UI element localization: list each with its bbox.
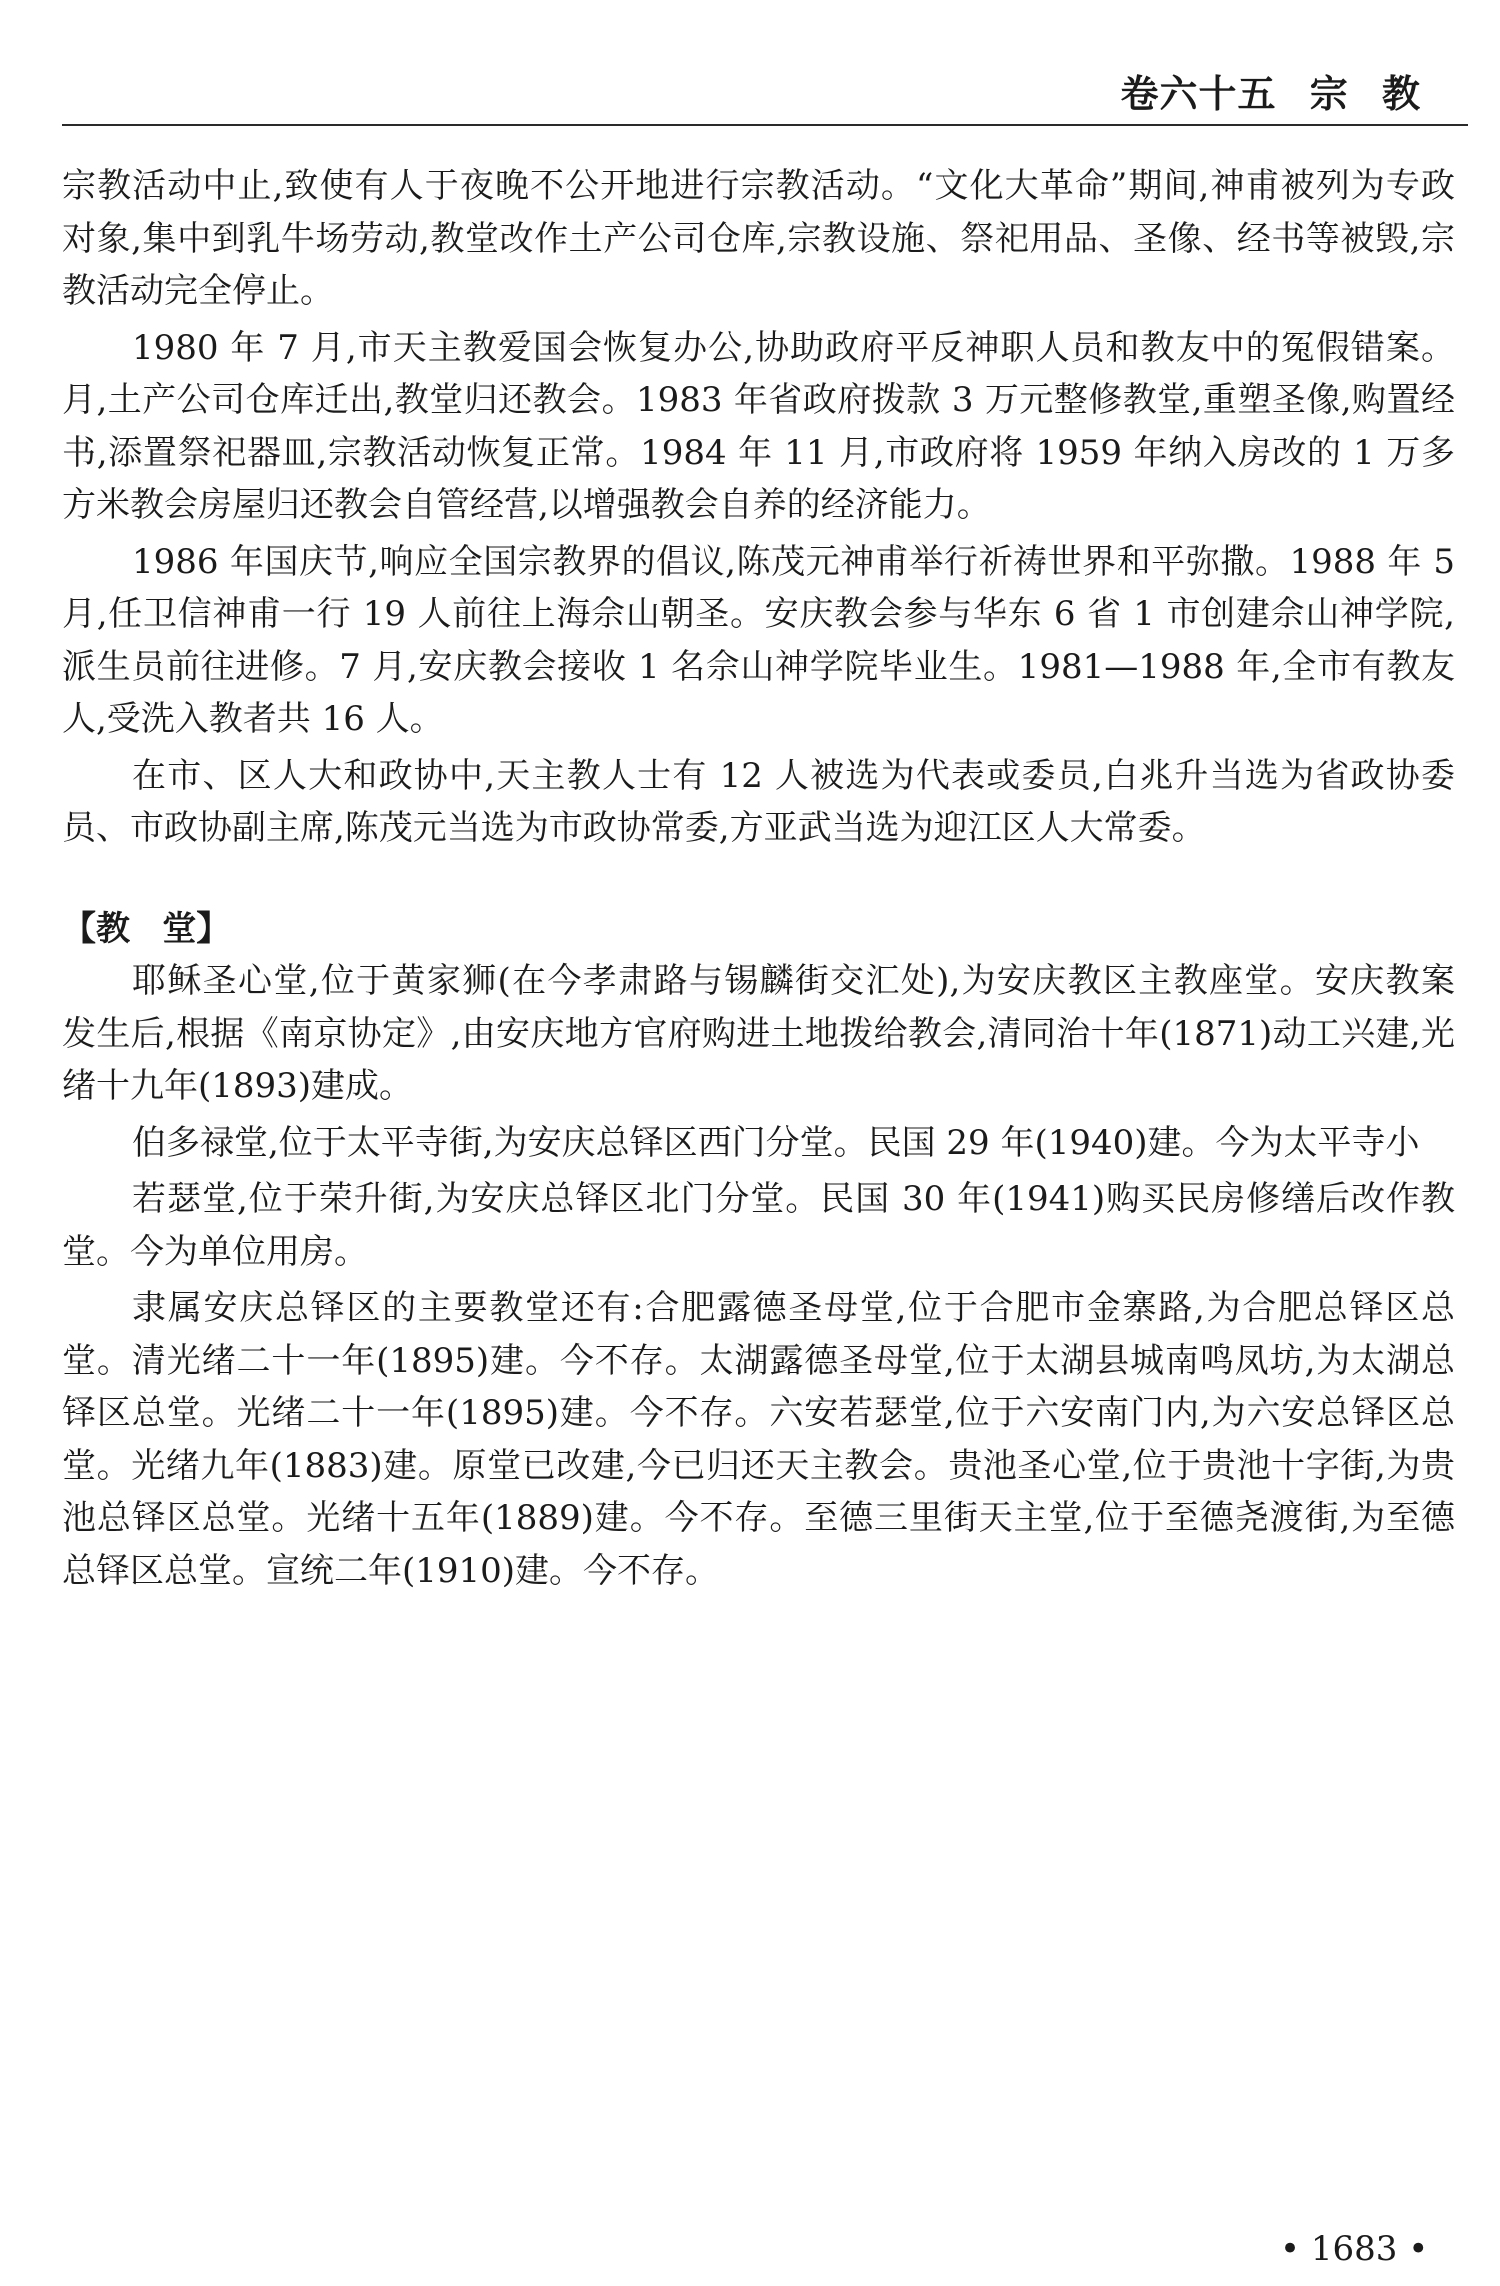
text-line: 隶属安庆总铎区的主要教堂还有:合肥露德圣母堂,位于合肥市金寨路,为合肥总铎区总	[132, 1288, 1455, 1328]
text-line: 对象,集中到乳牛场劳动,教堂改作土产公司仓库,宗教设施、祭祀用品、圣像、经书等被毁,宗	[62, 218, 1455, 259]
text-line: 月,任卫信神甫一行 19 人前往上海佘山朝圣。安庆教会参与华东 6 省 1 市创建佘山神学院,	[62, 594, 1455, 634]
text-line: 员、市政协副主席,陈茂元当选为市政协常委,方亚武当选为迎江区人大常委。	[62, 808, 1206, 848]
paragraph	[62, 750, 1455, 855]
text-line: 发生后,根据《南京协定》,由安庆地方官府购进土地拨给教会,清同治十年(1871)动工兴建,光	[62, 1013, 1455, 1054]
text-line: 伯多禄堂,位于太平寺街,为安庆总铎区西门分堂。民国 29 年(1940)建。今为太平寺小	[132, 1122, 1420, 1163]
text-line: 派生员前往进修。7 月,安庆教会接收 1 名佘山神学院毕业生。1981—1988 年,全市有教友	[62, 646, 1455, 687]
text-line: 总铎区总堂。宣统二年(1910)建。今不存。	[62, 1550, 720, 1591]
paragraph	[62, 160, 1455, 318]
paragraph	[62, 955, 1455, 1113]
page-number: • 1683 •	[1280, 2229, 1429, 2269]
text-line: 堂。清光绪二十一年(1895)建。今不存。太湖露德圣母堂,位于太湖县城南鸣凤坊,为太湖总	[62, 1340, 1455, 1381]
section-heading: 【教 堂】	[62, 908, 231, 949]
text-line: 堂。今为单位用房。	[62, 1231, 368, 1272]
text-line: 铎区总堂。光绪二十一年(1895)建。今不存。六安若瑟堂,位于六安南门内,为六安总铎区总	[62, 1393, 1455, 1433]
paragraph	[62, 1173, 1455, 1278]
paragraph	[62, 1117, 1455, 1170]
running-header: 卷六十五 宗 教	[1120, 71, 1421, 116]
text-line: 堂。光绪九年(1883)建。原堂已改建,今已归还天主教会。贵池圣心堂,位于贵池十字街,为贵	[62, 1445, 1455, 1486]
text-line: 在市、区人大和政协中,天主教人士有 12 人被选为代表或委员,白兆升当选为省政协委	[132, 755, 1455, 796]
text-line: 方米教会房屋归还教会自管经营,以增强教会自养的经济能力。	[62, 485, 991, 525]
text-line: 若瑟堂,位于荣升街,为安庆总铎区北门分堂。民国 30 年(1941)购买民房修缮后改作教	[132, 1179, 1455, 1219]
text-line: 耶稣圣心堂,位于黄家狮(在今孝肃路与锡麟街交汇处),为安庆教区主教座堂。安庆教案	[132, 961, 1455, 1001]
text-line: 教活动完全停止。	[62, 271, 334, 311]
text-line: 月,土产公司仓库迁出,教堂归还教会。1983 年省政府拨款 3 万元整修教堂,重塑圣像,购置经	[62, 380, 1455, 420]
text-line: 绪十九年(1893)建成。	[62, 1066, 414, 1106]
page-body	[62, 160, 1455, 1597]
paragraph	[62, 1282, 1455, 1597]
paragraph	[62, 322, 1455, 532]
text-line: 池总铎区总堂。光绪十五年(1889)建。今不存。至德三里街天主堂,位于至德尧渡街,为至德	[62, 1498, 1455, 1538]
text-line: 1980 年 7 月,市天主教爱国会恢复办公,协助政府平反神职人员和教友中的冤假错案。	[132, 327, 1455, 368]
text-line: 宗教活动中止,致使有人于夜晚不公开地进行宗教活动。“文化大革命”期间,神甫被列为专政	[62, 166, 1455, 206]
text-line: 书,添置祭祀器皿,宗教活动恢复正常。1984 年 11 月,市政府将 1959 年纳入房改的 1 万多	[62, 432, 1455, 473]
paragraph	[62, 536, 1455, 746]
text-line: 人,受洗入教者共 16 人。	[62, 699, 444, 739]
header-rule	[62, 124, 1468, 126]
text-line: 1986 年国庆节,响应全国宗教界的倡议,陈茂元神甫举行祈祷世界和平弥撒。1988 年 5	[132, 541, 1455, 582]
